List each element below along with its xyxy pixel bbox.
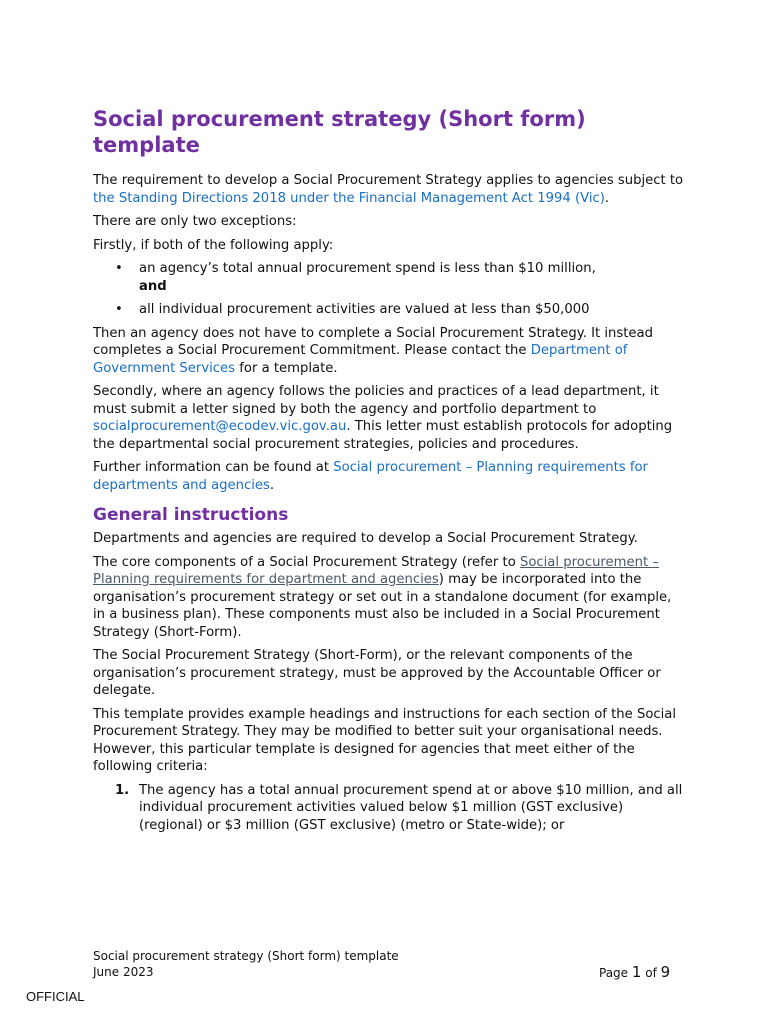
intro-paragraph-1: The requirement to develop a Social Procurement Strategy applies to agencies subject to the Standing Directions 2018 under the Financial Management Act 1994 (Vic).: [93, 173, 684, 206]
dgs-link[interactable]: Department of Government Services: [93, 343, 628, 376]
general-paragraph-4: This template provides example headings and instructions for each section of the Social Procurement Strategy. They may be modified to better suit your organisational needs. However, this particular template is designed for agencies that meet either of the following criteria:: [93, 706, 677, 774]
general-paragraph-2: The core components of a Social Procurement Strategy (refer to Social procurement – Planning requirements for department and agencies) may be incorporated into the organisation’s procurement strategy or set out in a standalone document (for example, in a business plan). These components must also be included in a Social Procurement Strategy (Short-Form).: [93, 554, 672, 640]
intro-paragraph-5: Secondly, where an agency follows the policies and practices of a lead department, it must submit a letter signed by both the agency and portfolio department to socialprocurement@ecodev.vic.gov.au. This letter must establish protocols for adopting the departmental social procurement strategies, policies and procedures.: [93, 384, 673, 452]
exception-bullet-list: [93, 260, 685, 319]
page-footer: [93, 948, 399, 980]
footer-document-title: Social procurement strategy (Short form) template: [93, 949, 399, 963]
list-item: 1. The agency has a total annual procurement spend at or above $10 million, and all individual procurement activities valued below $1 million (GST exclusive) (regional) or $3 million (GST exclusive) (metro or State-wide); or: [115, 782, 683, 833]
list-number: 1.: [115, 782, 130, 798]
intro-paragraph-4: Then an agency does not have to complete a Social Procurement Strategy. It instead completes a Social Procurement Commitment. Please contact the Department of Government Services for a template.: [93, 325, 653, 376]
criteria-list: [93, 782, 685, 835]
exceptions-paragraph: There are only two exceptions:: [93, 214, 297, 229]
footer-date: June 2023: [93, 965, 154, 979]
planning-requirements-link[interactable]: Social procurement – Planning requirements for departments and agencies: [93, 460, 648, 493]
intro-paragraph-6: Further information can be found at Social procurement – Planning requirements for departments and agencies.: [93, 460, 648, 493]
list-item: • all individual procurement activities are valued at less than $50,000: [115, 302, 590, 317]
classification-label: OFFICIAL: [26, 989, 85, 1004]
document-page: [93, 106, 685, 834]
standing-directions-link[interactable]: the Standing Directions 2018 under the Financial Management Act 1994 (Vic): [93, 190, 605, 206]
bullet-icon: •: [115, 261, 123, 276]
general-paragraph-3: The Social Procurement Strategy (Short-Form), or the relevant components of the organisation’s procurement strategy, must be approved by the Accountable Officer or delegate.: [93, 648, 661, 698]
general-instructions-heading: General instructions: [93, 505, 289, 525]
bullet-icon: •: [115, 302, 123, 317]
social-procurement-planning-link[interactable]: Social procurement – Planning requirements for department and agencies: [93, 554, 659, 587]
firstly-paragraph: Firstly, if both of the following apply:: [93, 237, 334, 253]
page-number: Page 1 of 9: [599, 963, 671, 981]
document-title: Social procurement strategy (Short form) template: [93, 107, 586, 157]
list-item: • an agency’s total annual procurement spend is less than $10 million, and: [115, 261, 596, 294]
email-link[interactable]: socialprocurement@ecodev.vic.gov.au: [93, 419, 347, 434]
general-paragraph-1: Departments and agencies are required to develop a Social Procurement Strategy.: [93, 531, 638, 546]
